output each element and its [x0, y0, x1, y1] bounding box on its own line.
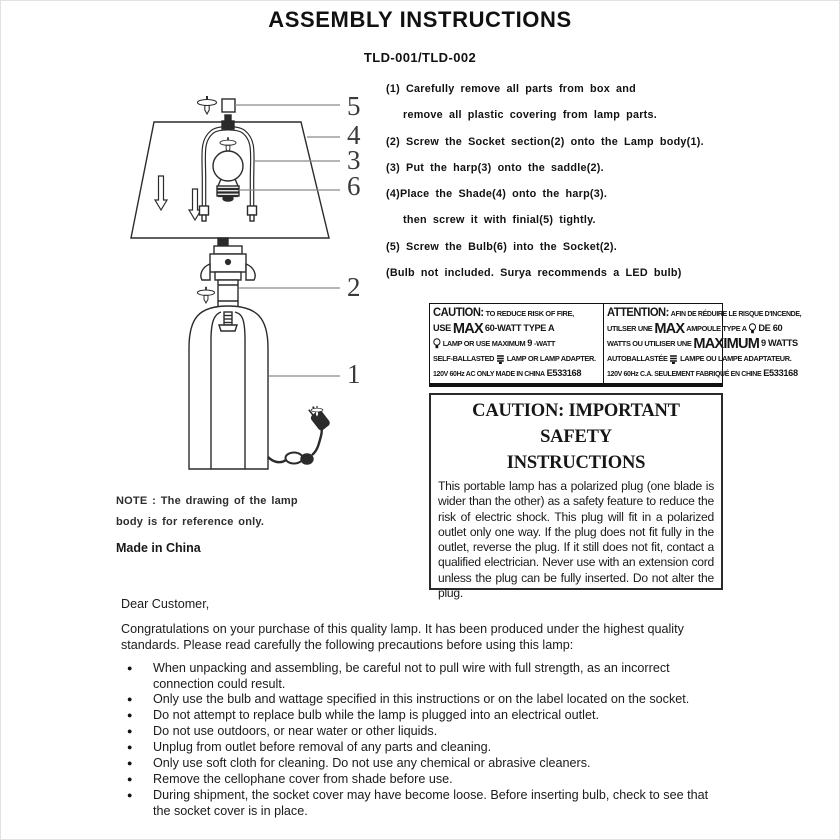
socket-stem — [218, 280, 238, 307]
part-label-shade: 4 — [347, 120, 361, 150]
saddle-wing — [201, 264, 210, 280]
bullet-icon: ● — [127, 662, 133, 673]
step-line: (2) Screw the Socket section(2) onto the Lamp body(1). — [386, 135, 704, 148]
list-item: ● Only use soft cloth for cleaning. Do not use any chemical or abrasive cleaners. — [121, 756, 725, 772]
note-line: body is for reference only. — [116, 516, 265, 528]
bullet-icon: ● — [127, 726, 133, 737]
bulb-icon — [748, 323, 756, 334]
list-item: ● Do not use outdoors, or near water or other liquids. — [121, 724, 725, 740]
list-item: ● Unplug from outlet before removal of any parts and cleaning. — [121, 740, 725, 756]
note-line: NOTE : The drawing of the lamp — [116, 495, 298, 507]
page-title: ASSEMBLY INSTRUCTIONS — [268, 7, 572, 32]
lamp-diagram — [111, 86, 371, 486]
intro-paragraph: Congratulations on your purchase of this quality lamp. It has been produced under the highest quality standards. Please read carefully the following precautions before using this lamp: — [121, 622, 684, 653]
finial-screw-icon — [198, 96, 217, 114]
power-cord — [268, 457, 287, 462]
cfl-bulb-icon — [496, 354, 505, 364]
list-item: ● During shipment, the socket cover may have become loose. Before inserting bulb, check to see that the socket cover is in place. — [121, 788, 725, 820]
bullet-icon: ● — [127, 773, 133, 784]
bullet-icon: ● — [127, 710, 133, 721]
step-line: (Bulb not included. Surya recommends a LED bulb) — [386, 267, 682, 280]
step-line: remove all plastic covering from lamp parts. — [403, 109, 658, 122]
part-label-bulb: 6 — [347, 171, 361, 201]
bulb-icon — [433, 338, 441, 349]
part-label-harp: 3 — [347, 145, 361, 175]
bullet-icon: ● — [127, 694, 133, 705]
safety-title: CAUTION: IMPORTANT SAFETY — [472, 401, 680, 447]
model-number: TLD-001/TLD-002 — [363, 50, 477, 65]
safety-title: INSTRUCTIONS — [506, 453, 646, 473]
list-item: ● When unpacking and assembling, be careful not to pull wire with full strength, as an incorrect connection could result. — [121, 661, 725, 693]
assembly-steps — [386, 82, 736, 292]
made-in-china: Made in China — [116, 541, 201, 555]
step-line: (1) Carefully remove all parts from box and — [386, 83, 636, 95]
part-label-finial: 5 — [347, 91, 361, 121]
salutation: Dear Customer, — [121, 597, 210, 611]
step-line: (4)Place the Shade(4) onto the harp(3). — [386, 188, 608, 201]
socket-cap — [214, 246, 242, 254]
note-block — [116, 491, 346, 559]
bullet-icon: ● — [127, 789, 133, 800]
part-label-socket: 2 — [347, 272, 361, 302]
customer-section — [121, 597, 725, 820]
ul-caution-label — [429, 303, 801, 387]
bulb — [213, 151, 243, 181]
socket-screw-icon — [197, 287, 214, 303]
step-line: (3) Put the harp(3) onto the saddle(2). — [386, 161, 604, 174]
part-label-body: 1 — [347, 359, 361, 389]
ul-caution-french: ATTENTION: AFIN DE RÉDUIRE LE RISQUE D'INCENDE, UTILSER UNE MAX AMPOULE TYPE A DE 60 WATTS OU UTILISER UNE MAXIMUM 9 WATTS AUTOBALLASTÉE LAMPE OU LAMPE ADAPTATEUR. 120V 60Hz C.A. SEULEMENT FABRIQUÉ EN CHINE E533168 — [606, 307, 801, 379]
finial-square — [222, 99, 235, 112]
precautions-list — [121, 661, 725, 820]
list-item: ● Only use the bulb and wattage specified in this instructions or on the label located on the socket. — [121, 692, 725, 708]
bullet-icon: ● — [127, 758, 133, 769]
step-line: then screw it with finial(5) tightly. — [403, 214, 596, 227]
bullet-icon: ● — [127, 742, 133, 753]
list-item: ● Remove the cellophane cover from shade before use. — [121, 772, 725, 788]
list-item: ● Do not attempt to replace bulb while the lamp is plugged into an electrical outlet. — [121, 708, 725, 724]
step-line: (5) Screw the Bulb(6) into the Socket(2). — [386, 240, 618, 253]
safety-instructions-box — [429, 393, 723, 601]
safety-body-text: This portable lamp has a polarized plug (one blade is wider than the other) as a safety feature to reduce the risk of electric shock. This plug will fit in a polarized outlet only one way. If the plug does not fit fully in the outlet, reverse the plug. If it still does not fit, contact a qualified electrician. Never use with an extension cord unless the plug can be fully inserted. Do not alter the plug. — [438, 479, 714, 601]
saddle-wing — [246, 264, 255, 280]
ul-caution-english: CAUTION: TO REDUCE RISK OF FIRE, USE MAX 60-WATT TYPE A LAMP OR USE MAXIMUM 9 -WATT SELF-BALLASTED LAMP OR LAMP ADAPTER. 120V 60Hz AC ONLY MADE IN CHINA E533168 — [430, 304, 604, 383]
cfl-bulb-icon — [669, 354, 678, 364]
